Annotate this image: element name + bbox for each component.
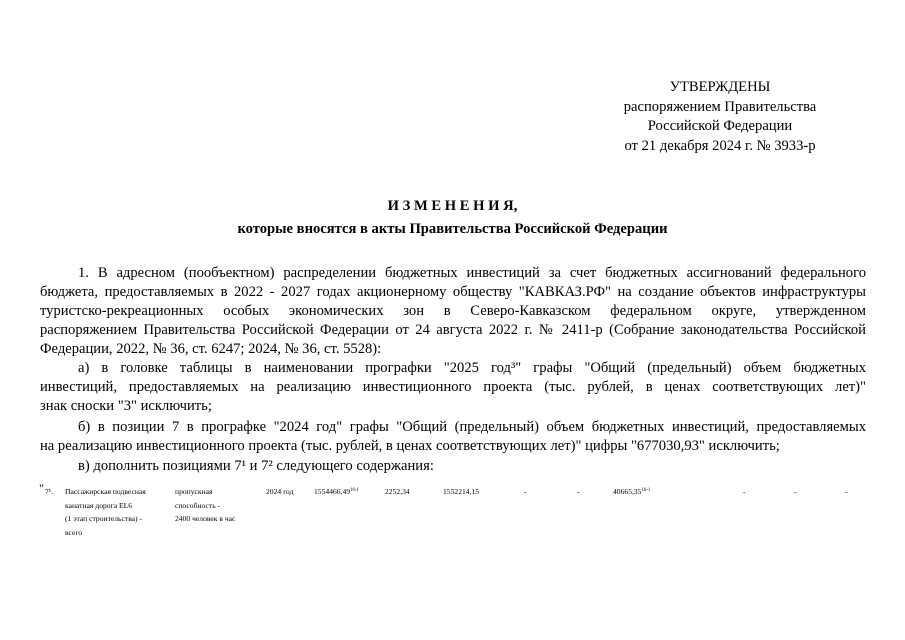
table-row (0, 481, 905, 545)
capacity-line: 2400 человек в час (175, 514, 236, 524)
paragraph-line: а) в головке таблицы в наименовании прографки "2025 год³" графы "Общий (предельный) объем бюджетных (78, 360, 866, 376)
document-body (40, 264, 866, 476)
paragraph-line: туристско-рекреационных особых экономических зон в Северо-Кавказском федеральном округе, утвержденном (40, 303, 866, 319)
paragraph-line: б) в позиции 7 в прографке "2024 год" графы "Общий (предельный) объем бюджетных инвестиций, предоставляемых (78, 419, 866, 435)
item-1-paragraph (40, 264, 866, 359)
approval-line: Российской Федерации (647, 118, 793, 135)
value-cell (613, 485, 650, 499)
paragraph-line: в) дополнить позициями 7¹ и 7² следующего содержания: (78, 458, 434, 474)
value-cell: - (845, 487, 848, 496)
footnote-mark: 16-1 (350, 488, 359, 493)
approval-line: распоряжением Правительства (623, 98, 817, 115)
value-amount: 1554466,49 (314, 487, 351, 496)
value-cell: 1552214,15 (443, 487, 480, 496)
capacity-line: способность - (175, 500, 221, 510)
paragraph-line: распоряжением Правительства Российской Федерации от 24 августа 2022 г. № 2411-р (Собрание законодательства Российской (40, 322, 866, 338)
year-cell: 2024 год (266, 487, 294, 496)
paragraph-line: на реализацию инвестиционного проекта (тыс. рублей, в ценах соответствующих лет)" цифры "677030,93" исключить; (40, 438, 780, 454)
paragraph-line: 1. В адресном (пообъектном) распределении бюджетных инвестиций за счет бюджетных ассигнований федерального (78, 265, 866, 281)
approval-stamp (560, 78, 880, 156)
value-cell: - (794, 487, 797, 496)
object-name-line: канатная дорога EL6 (65, 500, 133, 510)
document-subtitle: которые вносятся в акты Правительства Российской Федерации (237, 221, 668, 237)
value-amount: 40665,35 (613, 487, 642, 496)
opening-quote: " (39, 481, 44, 495)
document-title: И З М Е Н Е Н И Я, (387, 198, 518, 214)
position-number: 7¹. (45, 487, 53, 496)
object-name-line: всего (65, 528, 83, 538)
value-cell: - (743, 487, 746, 496)
footnote-mark: 16-1 (641, 488, 651, 493)
value-cell: - (577, 487, 580, 496)
value-cell (314, 485, 359, 499)
object-name-line: Пассажирская подвесная (65, 487, 146, 496)
capacity-line: пропускная (175, 487, 213, 496)
paragraph-line: инвестиций, предоставляемых на реализацию инвестиционного проекта (тыс. рублей, в ценах соответствующих лет)" (40, 379, 866, 395)
value-cell: - (524, 487, 527, 496)
object-name-cell (65, 485, 146, 540)
item-c-paragraph (40, 457, 866, 476)
capacity-cell (175, 485, 235, 526)
paragraph-line: знак сноски "3" исключить; (40, 398, 212, 414)
paragraph-line: Федерации, 2022, № 36, ст. 6247; 2024, № 36, ст. 5528): (40, 341, 382, 357)
item-a-paragraph (40, 359, 866, 416)
object-name-line: (1 этап строительства) - (65, 514, 143, 524)
item-b-paragraph (40, 418, 866, 456)
approval-date-number: от 21 декабря 2024 г. № 3933-р (624, 137, 816, 154)
value-cell: 2252,34 (385, 487, 410, 496)
approval-title: УТВЕРЖДЕНЫ (669, 79, 771, 95)
paragraph-line: бюджета, предоставляемых в 2022 - 2027 годах акционерному обществу "КАВКАЗ.РФ" на создание объектов инфраструктуры (40, 284, 866, 300)
